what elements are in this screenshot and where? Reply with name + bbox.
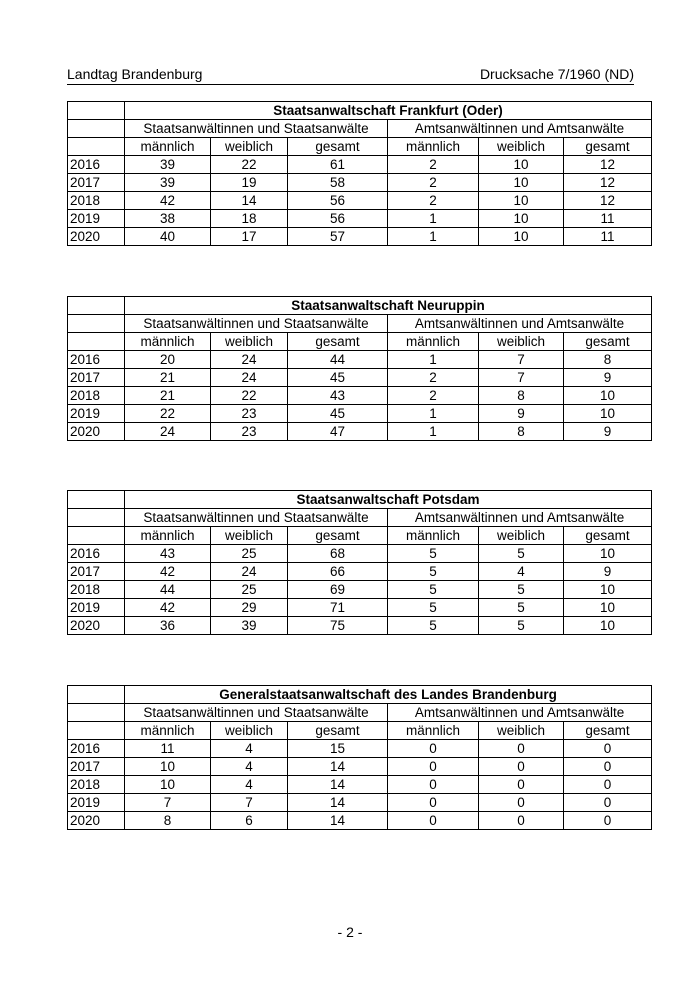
group-header-staatsanwaelte: Staatsanwältinnen und Staatsanwälte <box>125 315 388 333</box>
value-cell: 11 <box>564 210 652 228</box>
value-cell: 7 <box>125 794 211 812</box>
value-cell: 21 <box>125 387 211 405</box>
value-cell: 44 <box>125 581 211 599</box>
value-cell: 2 <box>388 174 479 192</box>
value-cell: 47 <box>288 423 388 441</box>
staff-table <box>67 685 651 830</box>
table-row <box>68 423 652 441</box>
table-subheader-row <box>68 333 652 351</box>
table-title: Generalstaatsanwaltschaft des Landes Brandenburg <box>125 686 652 704</box>
table-subheader-row <box>68 527 652 545</box>
value-cell: 56 <box>288 210 388 228</box>
value-cell: 10 <box>564 387 652 405</box>
value-cell: 12 <box>564 192 652 210</box>
value-cell: 5 <box>479 599 564 617</box>
table-row <box>68 617 652 635</box>
value-cell: 2 <box>388 369 479 387</box>
value-cell: 10 <box>479 228 564 246</box>
value-cell: 9 <box>479 405 564 423</box>
table-group-row <box>68 120 652 138</box>
value-cell: 58 <box>288 174 388 192</box>
value-cell: 24 <box>125 423 211 441</box>
staff-table <box>67 490 651 635</box>
value-cell: 10 <box>479 156 564 174</box>
value-cell: 1 <box>388 423 479 441</box>
column-header: männlich <box>125 138 211 156</box>
column-header: männlich <box>125 333 211 351</box>
value-cell: 24 <box>211 563 288 581</box>
table-row <box>68 794 652 812</box>
value-cell: 10 <box>479 192 564 210</box>
value-cell: 5 <box>479 581 564 599</box>
value-cell: 9 <box>564 369 652 387</box>
value-cell: 1 <box>388 210 479 228</box>
column-header: männlich <box>125 527 211 545</box>
column-header: weiblich <box>479 138 564 156</box>
value-cell: 29 <box>211 599 288 617</box>
value-cell: 2 <box>388 192 479 210</box>
group-header-staatsanwaelte: Staatsanwältinnen und Staatsanwälte <box>125 509 388 527</box>
value-cell: 0 <box>388 776 479 794</box>
value-cell: 44 <box>288 351 388 369</box>
table-row <box>68 812 652 830</box>
value-cell: 11 <box>564 228 652 246</box>
value-cell: 14 <box>288 758 388 776</box>
corner-cell <box>68 686 125 704</box>
value-cell: 45 <box>288 405 388 423</box>
header-parliament: Landtag Brandenburg <box>67 66 203 82</box>
column-header: männlich <box>388 138 479 156</box>
column-header: weiblich <box>479 333 564 351</box>
value-cell: 68 <box>288 545 388 563</box>
value-cell: 45 <box>288 369 388 387</box>
column-header: gesamt <box>564 722 652 740</box>
value-cell: 61 <box>288 156 388 174</box>
value-cell: 15 <box>288 740 388 758</box>
staff-table <box>67 101 651 246</box>
value-cell: 0 <box>388 794 479 812</box>
value-cell: 21 <box>125 369 211 387</box>
value-cell: 1 <box>388 351 479 369</box>
value-cell: 10 <box>479 210 564 228</box>
table-row <box>68 192 652 210</box>
table-title-row <box>68 686 652 704</box>
group-header-amtsanwaelte: Amtsanwältinnen und Amtsanwälte <box>388 509 652 527</box>
value-cell: 7 <box>479 369 564 387</box>
value-cell: 5 <box>388 545 479 563</box>
value-cell: 25 <box>211 545 288 563</box>
value-cell: 7 <box>211 794 288 812</box>
empty-cell <box>68 527 125 545</box>
value-cell: 10 <box>564 599 652 617</box>
value-cell: 56 <box>288 192 388 210</box>
corner-cell <box>68 491 125 509</box>
value-cell: 1 <box>388 405 479 423</box>
table-row <box>68 581 652 599</box>
staff-table <box>67 296 651 441</box>
table-row <box>68 758 652 776</box>
table-row <box>68 228 652 246</box>
table-group-row <box>68 315 652 333</box>
group-header-staatsanwaelte: Staatsanwältinnen und Staatsanwälte <box>125 704 388 722</box>
value-cell: 5 <box>388 563 479 581</box>
value-cell: 24 <box>211 369 288 387</box>
year-cell: 2016 <box>68 545 125 563</box>
empty-cell <box>68 722 125 740</box>
value-cell: 4 <box>211 758 288 776</box>
value-cell: 36 <box>125 617 211 635</box>
column-header: gesamt <box>564 527 652 545</box>
page-header <box>67 64 634 85</box>
value-cell: 6 <box>211 812 288 830</box>
table-row <box>68 405 652 423</box>
column-header: gesamt <box>288 527 388 545</box>
column-header: gesamt <box>288 333 388 351</box>
table-title: Staatsanwaltschaft Neuruppin <box>125 297 652 315</box>
year-cell: 2019 <box>68 599 125 617</box>
empty-cell <box>68 509 125 527</box>
value-cell: 1 <box>388 228 479 246</box>
value-cell: 10 <box>125 758 211 776</box>
value-cell: 23 <box>211 405 288 423</box>
value-cell: 22 <box>125 405 211 423</box>
value-cell: 25 <box>211 581 288 599</box>
column-header: weiblich <box>211 722 288 740</box>
year-cell: 2019 <box>68 405 125 423</box>
empty-cell <box>68 333 125 351</box>
value-cell: 23 <box>211 423 288 441</box>
value-cell: 0 <box>564 794 652 812</box>
column-header: männlich <box>388 333 479 351</box>
value-cell: 17 <box>211 228 288 246</box>
value-cell: 39 <box>211 617 288 635</box>
page-number: - 2 - <box>337 924 363 940</box>
staff-table-grid <box>67 685 652 830</box>
year-cell: 2018 <box>68 581 125 599</box>
group-header-amtsanwaelte: Amtsanwältinnen und Amtsanwälte <box>388 120 652 138</box>
table-row <box>68 776 652 794</box>
value-cell: 0 <box>564 776 652 794</box>
value-cell: 11 <box>125 740 211 758</box>
corner-cell <box>68 297 125 315</box>
year-cell: 2019 <box>68 210 125 228</box>
value-cell: 22 <box>211 156 288 174</box>
value-cell: 0 <box>479 812 564 830</box>
table-row <box>68 387 652 405</box>
year-cell: 2016 <box>68 351 125 369</box>
value-cell: 0 <box>564 812 652 830</box>
year-cell: 2020 <box>68 228 125 246</box>
empty-cell <box>68 120 125 138</box>
value-cell: 0 <box>479 740 564 758</box>
value-cell: 19 <box>211 174 288 192</box>
value-cell: 14 <box>288 776 388 794</box>
value-cell: 0 <box>479 794 564 812</box>
column-header: männlich <box>388 527 479 545</box>
table-row <box>68 156 652 174</box>
table-group-row <box>68 704 652 722</box>
group-header-staatsanwaelte: Staatsanwältinnen und Staatsanwälte <box>125 120 388 138</box>
table-title-row <box>68 491 652 509</box>
value-cell: 0 <box>388 758 479 776</box>
value-cell: 20 <box>125 351 211 369</box>
year-cell: 2016 <box>68 156 125 174</box>
value-cell: 5 <box>479 545 564 563</box>
value-cell: 4 <box>211 776 288 794</box>
table-row <box>68 351 652 369</box>
group-header-amtsanwaelte: Amtsanwältinnen und Amtsanwälte <box>388 315 652 333</box>
year-cell: 2020 <box>68 617 125 635</box>
value-cell: 42 <box>125 563 211 581</box>
table-subheader-row <box>68 722 652 740</box>
empty-cell <box>68 704 125 722</box>
year-cell: 2019 <box>68 794 125 812</box>
column-header: weiblich <box>211 333 288 351</box>
value-cell: 2 <box>388 387 479 405</box>
value-cell: 18 <box>211 210 288 228</box>
value-cell: 9 <box>564 423 652 441</box>
value-cell: 14 <box>288 794 388 812</box>
value-cell: 39 <box>125 174 211 192</box>
table-row <box>68 545 652 563</box>
value-cell: 14 <box>211 192 288 210</box>
value-cell: 5 <box>388 599 479 617</box>
value-cell: 2 <box>388 156 479 174</box>
year-cell: 2018 <box>68 387 125 405</box>
year-cell: 2018 <box>68 776 125 794</box>
column-header: männlich <box>388 722 479 740</box>
table-title-row <box>68 102 652 120</box>
value-cell: 5 <box>388 581 479 599</box>
year-cell: 2017 <box>68 758 125 776</box>
table-title: Staatsanwaltschaft Frankfurt (Oder) <box>125 102 652 120</box>
column-header: gesamt <box>288 138 388 156</box>
value-cell: 10 <box>564 581 652 599</box>
column-header: gesamt <box>288 722 388 740</box>
value-cell: 10 <box>564 617 652 635</box>
value-cell: 43 <box>125 545 211 563</box>
value-cell: 71 <box>288 599 388 617</box>
value-cell: 8 <box>479 423 564 441</box>
table-row <box>68 174 652 192</box>
value-cell: 5 <box>479 617 564 635</box>
value-cell: 4 <box>211 740 288 758</box>
column-header: männlich <box>125 722 211 740</box>
table-row <box>68 210 652 228</box>
value-cell: 12 <box>564 174 652 192</box>
staff-table-grid <box>67 490 652 635</box>
column-header: gesamt <box>564 333 652 351</box>
value-cell: 0 <box>564 758 652 776</box>
staff-table-grid <box>67 101 652 246</box>
year-cell: 2017 <box>68 369 125 387</box>
year-cell: 2020 <box>68 812 125 830</box>
year-cell: 2016 <box>68 740 125 758</box>
value-cell: 4 <box>479 563 564 581</box>
value-cell: 10 <box>479 174 564 192</box>
value-cell: 0 <box>479 758 564 776</box>
column-header: weiblich <box>211 527 288 545</box>
value-cell: 0 <box>564 740 652 758</box>
value-cell: 5 <box>388 617 479 635</box>
value-cell: 10 <box>564 405 652 423</box>
empty-cell <box>68 315 125 333</box>
value-cell: 8 <box>479 387 564 405</box>
value-cell: 39 <box>125 156 211 174</box>
value-cell: 40 <box>125 228 211 246</box>
value-cell: 7 <box>479 351 564 369</box>
column-header: weiblich <box>479 527 564 545</box>
column-header: weiblich <box>479 722 564 740</box>
value-cell: 57 <box>288 228 388 246</box>
corner-cell <box>68 102 125 120</box>
table-title: Staatsanwaltschaft Potsdam <box>125 491 652 509</box>
column-header: gesamt <box>564 138 652 156</box>
year-cell: 2017 <box>68 174 125 192</box>
table-group-row <box>68 509 652 527</box>
value-cell: 0 <box>388 740 479 758</box>
value-cell: 14 <box>288 812 388 830</box>
header-document-number: Drucksache 7/1960 (ND) <box>479 66 634 82</box>
year-cell: 2018 <box>68 192 125 210</box>
group-header-amtsanwaelte: Amtsanwältinnen und Amtsanwälte <box>388 704 652 722</box>
year-cell: 2020 <box>68 423 125 441</box>
table-row <box>68 563 652 581</box>
value-cell: 24 <box>211 351 288 369</box>
table-row <box>68 599 652 617</box>
value-cell: 0 <box>479 776 564 794</box>
value-cell: 42 <box>125 599 211 617</box>
table-subheader-row <box>68 138 652 156</box>
value-cell: 9 <box>564 563 652 581</box>
value-cell: 10 <box>125 776 211 794</box>
value-cell: 75 <box>288 617 388 635</box>
value-cell: 12 <box>564 156 652 174</box>
value-cell: 69 <box>288 581 388 599</box>
column-header: weiblich <box>211 138 288 156</box>
value-cell: 66 <box>288 563 388 581</box>
value-cell: 42 <box>125 192 211 210</box>
value-cell: 22 <box>211 387 288 405</box>
value-cell: 10 <box>564 545 652 563</box>
year-cell: 2017 <box>68 563 125 581</box>
value-cell: 8 <box>125 812 211 830</box>
staff-table-grid <box>67 296 652 441</box>
value-cell: 43 <box>288 387 388 405</box>
table-row <box>68 369 652 387</box>
empty-cell <box>68 138 125 156</box>
value-cell: 0 <box>388 812 479 830</box>
value-cell: 8 <box>564 351 652 369</box>
table-row <box>68 740 652 758</box>
value-cell: 38 <box>125 210 211 228</box>
table-title-row <box>68 297 652 315</box>
